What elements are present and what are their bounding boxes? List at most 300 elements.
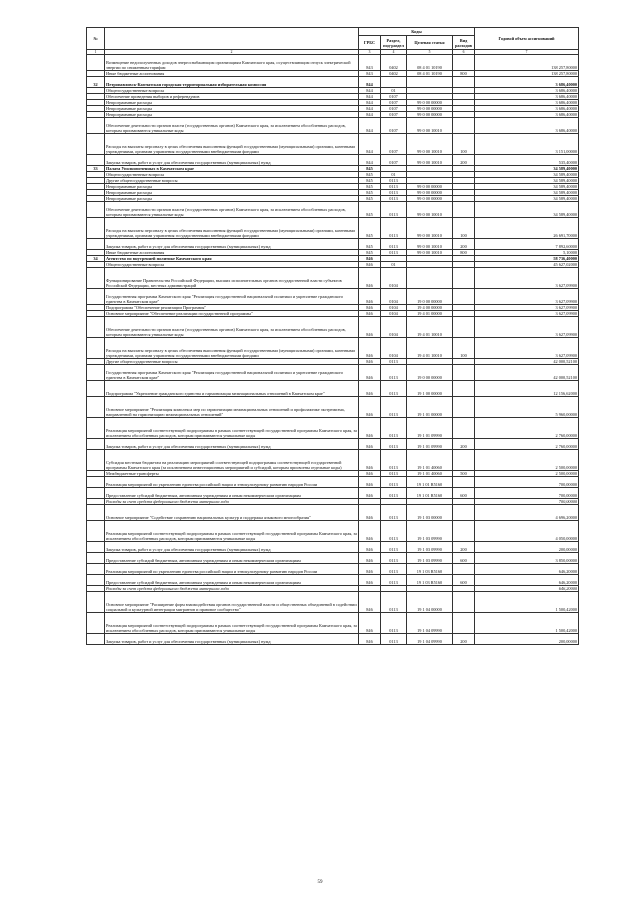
row-section: 0113 bbox=[381, 359, 407, 365]
row-target-article: 99 0 00 10010 bbox=[407, 250, 453, 256]
table-row bbox=[87, 488, 579, 499]
row-section: 0104 bbox=[381, 268, 407, 289]
row-grbs: 846 bbox=[359, 397, 381, 418]
column-number: 7 bbox=[475, 50, 579, 55]
row-amount: 58 736,40000 bbox=[475, 256, 579, 262]
row-target-article: 19 1 01 09990 bbox=[407, 418, 453, 439]
row-section: 0113 bbox=[381, 439, 407, 450]
table-row bbox=[87, 268, 579, 289]
row-target-article: 19 1 03 09990 bbox=[407, 542, 453, 553]
row-expense-type bbox=[453, 202, 475, 218]
row-amount: 2 500,00000 bbox=[475, 471, 579, 477]
row-name: Обеспечение деятельности органов власти (государственных органов) Камчатского края, за исключением обособленных расходов, которым присваиваются уникальные коды bbox=[105, 317, 359, 338]
row-grbs: 846 bbox=[359, 338, 381, 359]
row-amount: 3 850,00000 bbox=[475, 553, 579, 564]
row-expense-type: 200 bbox=[453, 239, 475, 250]
row-number bbox=[87, 634, 105, 645]
row-grbs: 845 bbox=[359, 250, 381, 256]
row-name: Расходы на выплаты персоналу в целях обеспечения выполнения функций государственными (муниципальными) органами, казенными учреждениями, органами управления государственными внебюджетными фондами bbox=[105, 338, 359, 359]
table-row bbox=[87, 381, 579, 397]
row-expense-type: 100 bbox=[453, 218, 475, 239]
row-grbs: 846 bbox=[359, 439, 381, 450]
table-row bbox=[87, 439, 579, 450]
row-number bbox=[87, 155, 105, 166]
row-name: Возмещение недополученных доходов энергоснабжающим организациям Камчатского края, осуществляющим отпуск электрической энергии по сниженным тарифам bbox=[105, 55, 359, 71]
row-section: 01 bbox=[381, 262, 407, 268]
row-amount: 3 686,40000 bbox=[475, 88, 579, 94]
table-row bbox=[87, 613, 579, 634]
row-name: Закупка товаров, работ и услуг для обеспечения государственных (муниципальных) нужд bbox=[105, 155, 359, 166]
row-grbs: 846 bbox=[359, 418, 381, 439]
row-target-article: 99 0 00 10010 bbox=[407, 239, 453, 250]
row-grbs: 844 bbox=[359, 77, 381, 88]
row-number bbox=[87, 365, 105, 381]
row-name: Основное мероприятие "Расширение форм взаимодействия органов государственной власти и общественных объединений в содействии социальной и культурной интеграции мигрантов и правовое сообщество" bbox=[105, 592, 359, 613]
table-row bbox=[87, 289, 579, 305]
row-expense-type bbox=[453, 118, 475, 134]
header-name bbox=[105, 28, 359, 50]
row-section: 0113 bbox=[381, 575, 407, 586]
row-grbs: 846 bbox=[359, 613, 381, 634]
row-grbs: 846 bbox=[359, 256, 381, 262]
row-number bbox=[87, 553, 105, 564]
row-number bbox=[87, 218, 105, 239]
table-row bbox=[87, 118, 579, 134]
row-target-article: 99 0 00 10010 bbox=[407, 155, 453, 166]
row-name: Расходы на выплаты персоналу в целях обеспечения выполнения функций государственными (муниципальными) органами, казенными учреждениями, органами управления государственными внебюджетными фондами bbox=[105, 134, 359, 155]
row-grbs: 846 bbox=[359, 268, 381, 289]
header-codes: Коды bbox=[359, 28, 475, 36]
row-amount: 3 686,40000 bbox=[475, 106, 579, 112]
row-number bbox=[87, 397, 105, 418]
row-amount: 42 000,52100 bbox=[475, 365, 579, 381]
row-name: Непрограммные расходы bbox=[105, 100, 359, 106]
row-name: Реализация мероприятий соответствующей подпрограммы в рамках соответствующей государственной программы Камчатского края, за исключением обособленных расходов, которым присваиваются уникальные коды bbox=[105, 418, 359, 439]
row-amount: 12 156,62000 bbox=[475, 381, 579, 397]
table-row bbox=[87, 521, 579, 542]
row-name: Непрограммные расходы bbox=[105, 196, 359, 202]
row-grbs: 845 bbox=[359, 218, 381, 239]
row-number bbox=[87, 118, 105, 134]
row-number bbox=[87, 439, 105, 450]
row-amount: 34 589,40000 bbox=[475, 196, 579, 202]
row-name: Предоставление субсидий бюджетным, автономным учреждениям и иным некоммерческим организациям bbox=[105, 575, 359, 586]
row-section: 0107 bbox=[381, 106, 407, 112]
row-amount: 3 627,09900 bbox=[475, 311, 579, 317]
row-section: 0113 bbox=[381, 418, 407, 439]
row-section: 0113 bbox=[381, 613, 407, 634]
row-amount: 4 696,20000 bbox=[475, 505, 579, 521]
row-number bbox=[87, 134, 105, 155]
row-section: 0107 bbox=[381, 112, 407, 118]
row-expense-type: 600 bbox=[453, 575, 475, 586]
row-grbs: 845 bbox=[359, 178, 381, 184]
row-target-article: 99 0 00 00000 bbox=[407, 196, 453, 202]
table-row bbox=[87, 450, 579, 471]
table-row bbox=[87, 575, 579, 586]
row-name: Закупка товаров, работ и услуг для обеспечения государственных (муниципальных) нужд bbox=[105, 439, 359, 450]
row-number bbox=[87, 575, 105, 586]
budget-table bbox=[86, 27, 579, 645]
row-number bbox=[87, 450, 105, 471]
row-amount: 3 627,09900 bbox=[475, 317, 579, 338]
table-row bbox=[87, 553, 579, 564]
row-grbs: 844 bbox=[359, 94, 381, 100]
header-annual-sum: Годовой объем ассигнований bbox=[475, 28, 579, 50]
row-grbs: 846 bbox=[359, 505, 381, 521]
row-section: 01 bbox=[381, 172, 407, 178]
row-amount: 646,20000 bbox=[475, 586, 579, 592]
header-expense-type: Вид расходов bbox=[453, 36, 475, 50]
row-target-article: 08 4 01 10190 bbox=[407, 71, 453, 77]
row-name: Реализация мероприятий соответствующей подпрограммы в рамках соответствующей государственной программы Камчатского края, за исключением обособленных расходов, которым присваиваются уникальные коды bbox=[105, 521, 359, 542]
row-name: Петропавловск-Камчатская городская территориальная избирательная комиссия bbox=[105, 77, 359, 88]
row-grbs: 845 bbox=[359, 196, 381, 202]
table-header bbox=[87, 28, 579, 55]
row-section: 0113 bbox=[381, 592, 407, 613]
row-number: 32 bbox=[87, 77, 105, 88]
row-target-article: 19 1 01 00000 bbox=[407, 397, 453, 418]
row-section: 0113 bbox=[381, 488, 407, 499]
row-name: Палата Уполномоченных в Камчатском крае bbox=[105, 166, 359, 172]
row-grbs: 846 bbox=[359, 575, 381, 586]
row-section: 0113 bbox=[381, 542, 407, 553]
page-number: 59 bbox=[317, 880, 323, 885]
row-grbs: 846 bbox=[359, 450, 381, 471]
row-number: 34 bbox=[87, 256, 105, 262]
row-number bbox=[87, 564, 105, 575]
row-target-article: 99 0 00 00000 bbox=[407, 184, 453, 190]
row-expense-type bbox=[453, 317, 475, 338]
row-expense-type: 200 bbox=[453, 439, 475, 450]
row-grbs: 845 bbox=[359, 239, 381, 250]
row-name: Подпрограмма "Обеспечение реализации Программы" bbox=[105, 305, 359, 311]
table-row bbox=[87, 202, 579, 218]
table-row bbox=[87, 338, 579, 359]
row-name: Реализация мероприятий по укреплению единства российской нации и этнокультурному развитию народов России bbox=[105, 564, 359, 575]
row-name: Непрограммные расходы bbox=[105, 184, 359, 190]
row-section: 0107 bbox=[381, 94, 407, 100]
row-section: 0104 bbox=[381, 289, 407, 305]
row-target-article: 99 0 00 10010 bbox=[407, 218, 453, 239]
row-name: Закупка товаров, работ и услуг для обеспечения государственных (муниципальных) нужд bbox=[105, 634, 359, 645]
row-name: Обеспечение деятельности органов власти (государственных органов) Камчатского края, за исключением обособленных расходов, которым присваиваются уникальные коды bbox=[105, 202, 359, 218]
row-section: 0113 bbox=[381, 184, 407, 190]
row-name: Предоставление субсидий бюджетным, автономным учреждениям и иным некоммерческим организациям bbox=[105, 553, 359, 564]
row-target-article bbox=[407, 268, 453, 289]
row-target-article: 99 0 00 00000 bbox=[407, 106, 453, 112]
row-number bbox=[87, 592, 105, 613]
row-section: 0113 bbox=[381, 477, 407, 488]
row-section: 0107 bbox=[381, 155, 407, 166]
row-expense-type: 200 bbox=[453, 542, 475, 553]
row-name: Функционирование Правительства Российской Федерации, высших исполнительных органов государственной власти субъектов Российской Федерации, местных администраций bbox=[105, 268, 359, 289]
row-grbs: 843 bbox=[359, 71, 381, 77]
row-expense-type bbox=[453, 521, 475, 542]
row-number bbox=[87, 202, 105, 218]
row-number bbox=[87, 488, 105, 499]
row-grbs: 845 bbox=[359, 202, 381, 218]
table-row bbox=[87, 397, 579, 418]
row-section: 0104 bbox=[381, 311, 407, 317]
row-grbs: 844 bbox=[359, 112, 381, 118]
row-grbs: 846 bbox=[359, 471, 381, 477]
row-expense-type: 600 bbox=[453, 488, 475, 499]
row-number bbox=[87, 338, 105, 359]
row-section: 0107 bbox=[381, 134, 407, 155]
row-grbs: 846 bbox=[359, 359, 381, 365]
row-expense-type bbox=[453, 268, 475, 289]
table-row bbox=[87, 477, 579, 488]
row-grbs: 844 bbox=[359, 100, 381, 106]
row-number bbox=[87, 613, 105, 634]
row-amount: 138 257,80000 bbox=[475, 55, 579, 71]
table-row bbox=[87, 218, 579, 239]
row-expense-type bbox=[453, 77, 475, 88]
row-section: 0402 bbox=[381, 55, 407, 71]
header-target-article: Целевая статья bbox=[407, 36, 453, 50]
column-number: 5 bbox=[407, 50, 453, 55]
row-grbs: 846 bbox=[359, 521, 381, 542]
row-amount: 3 627,09900 bbox=[475, 268, 579, 289]
row-target-article: 19 4 01 10010 bbox=[407, 317, 453, 338]
row-name: Общегосударственные вопросы bbox=[105, 172, 359, 178]
row-amount: 3 686,40000 bbox=[475, 94, 579, 100]
row-section: 0113 bbox=[381, 471, 407, 477]
row-grbs: 845 bbox=[359, 190, 381, 196]
row-name: Обеспечение деятельности органов власти (государственных органов) Камчатского края, за исключением обособленных расходов, которым присваиваются уникальные коды bbox=[105, 118, 359, 134]
row-number: 33 bbox=[87, 166, 105, 172]
row-amount: 3 686,40000 bbox=[475, 112, 579, 118]
row-name: Другие общегосударственные вопросы bbox=[105, 178, 359, 184]
table-row bbox=[87, 634, 579, 645]
row-target-article: 19 0 00 00000 bbox=[407, 365, 453, 381]
row-amount: 2 760,00000 bbox=[475, 439, 579, 450]
table-row bbox=[87, 155, 579, 166]
row-expense-type: 600 bbox=[453, 553, 475, 564]
row-amount: 3 151,00000 bbox=[475, 134, 579, 155]
row-grbs: 846 bbox=[359, 317, 381, 338]
row-grbs: 844 bbox=[359, 155, 381, 166]
row-name: Основное мероприятие "Содействие сохранению национальных культур и поддержка языкового многообразия" bbox=[105, 505, 359, 521]
row-grbs: 846 bbox=[359, 542, 381, 553]
row-name: Основное мероприятие "Реализация комплекса мер по гармонизации межнациональных отношений и профилактике экстремизма, направленной на гармонизацию межнациональных отношений" bbox=[105, 397, 359, 418]
row-expense-type: 800 bbox=[453, 250, 475, 256]
row-amount: 700,00000 bbox=[475, 488, 579, 499]
row-target-article: 19 1 04 09990 bbox=[407, 634, 453, 645]
row-name: Непрограммные расходы bbox=[105, 112, 359, 118]
row-number bbox=[87, 521, 105, 542]
row-target-article: 99 0 00 10010 bbox=[407, 118, 453, 134]
row-name: Обеспечение проведения выборов и референдумов bbox=[105, 94, 359, 100]
row-name: Иные бюджетные ассигнования bbox=[105, 250, 359, 256]
row-amount: 200,00000 bbox=[475, 634, 579, 645]
row-amount: 200,00000 bbox=[475, 542, 579, 553]
row-name: Другие общегосударственные вопросы bbox=[105, 359, 359, 365]
row-amount: 3 686,40000 bbox=[475, 77, 579, 88]
row-target-article: 19 1 01 09990 bbox=[407, 439, 453, 450]
row-grbs: 846 bbox=[359, 592, 381, 613]
column-number: 2 bbox=[105, 50, 359, 55]
row-section: 0113 bbox=[381, 564, 407, 575]
row-amount: 34 589,40000 bbox=[475, 178, 579, 184]
row-section: 0113 bbox=[381, 178, 407, 184]
table-row bbox=[87, 134, 579, 155]
row-target-article: 19 1 03 R5160 bbox=[407, 564, 453, 575]
row-number bbox=[87, 289, 105, 305]
row-expense-type bbox=[453, 289, 475, 305]
row-expense-type bbox=[453, 381, 475, 397]
row-name: Реализация мероприятий соответствующей подпрограммы в рамках соответствующей государственной программы Камчатского края, за исключением обособленных расходов, которым присваиваются уникальные коды bbox=[105, 613, 359, 634]
row-grbs: 846 bbox=[359, 262, 381, 268]
header-grbs: ГРБС bbox=[359, 36, 381, 50]
row-amount: 5 960,00000 bbox=[475, 397, 579, 418]
table-row bbox=[87, 592, 579, 613]
row-expense-type bbox=[453, 564, 475, 575]
row-amount: 138 257,80000 bbox=[475, 71, 579, 77]
row-name: Основное мероприятие "Обеспечение реализации государственной программы" bbox=[105, 311, 359, 317]
row-target-article: 99 0 00 10010 bbox=[407, 134, 453, 155]
row-amount: 700,00000 bbox=[475, 477, 579, 488]
row-section: 0113 bbox=[381, 553, 407, 564]
row-expense-type: 100 bbox=[453, 338, 475, 359]
row-amount: 26 691,70000 bbox=[475, 218, 579, 239]
row-amount: 5,10000 bbox=[475, 250, 579, 256]
row-number bbox=[87, 239, 105, 250]
row-target-article: 99 0 00 10010 bbox=[407, 202, 453, 218]
row-section: 0104 bbox=[381, 305, 407, 311]
row-number bbox=[87, 542, 105, 553]
row-target-article: 19 4 01 10010 bbox=[407, 338, 453, 359]
row-section: 0113 bbox=[381, 202, 407, 218]
row-grbs: 845 bbox=[359, 184, 381, 190]
row-number bbox=[87, 55, 105, 71]
row-name: Непрограммные расходы bbox=[105, 190, 359, 196]
row-target-article: 19 1 01 R5160 bbox=[407, 477, 453, 488]
row-amount: 34 589,40000 bbox=[475, 166, 579, 172]
row-section: 0113 bbox=[381, 250, 407, 256]
column-number: 3 bbox=[359, 50, 381, 55]
row-section: 0113 bbox=[381, 196, 407, 202]
row-expense-type bbox=[453, 365, 475, 381]
row-amount: 42 000,52100 bbox=[475, 359, 579, 365]
column-number: 1 bbox=[87, 50, 105, 55]
row-grbs: 844 bbox=[359, 106, 381, 112]
row-grbs: 846 bbox=[359, 311, 381, 317]
row-amount: 646,20000 bbox=[475, 564, 579, 575]
row-grbs: 846 bbox=[359, 488, 381, 499]
row-amount: 2 500,00000 bbox=[475, 450, 579, 471]
row-grbs: 846 bbox=[359, 381, 381, 397]
row-expense-type bbox=[453, 397, 475, 418]
row-amount: 1 500,42000 bbox=[475, 613, 579, 634]
row-target-article: 19 1 01 R5160 bbox=[407, 488, 453, 499]
row-target-article: 08 4 01 10190 bbox=[407, 55, 453, 71]
row-target-article: 19 0 00 00000 bbox=[407, 289, 453, 305]
row-target-article: 19 1 00 00000 bbox=[407, 381, 453, 397]
row-expense-type: 100 bbox=[453, 134, 475, 155]
row-grbs: 846 bbox=[359, 634, 381, 645]
row-grbs: 846 bbox=[359, 365, 381, 381]
row-section: 0113 bbox=[381, 239, 407, 250]
row-amount: 34 589,40000 bbox=[475, 190, 579, 196]
header-number: № bbox=[87, 28, 105, 50]
row-amount: 7 892,60000 bbox=[475, 239, 579, 250]
row-expense-type bbox=[453, 450, 475, 471]
row-amount: 3 686,40000 bbox=[475, 100, 579, 106]
row-expense-type: 500 bbox=[453, 471, 475, 477]
row-amount: 3 627,09900 bbox=[475, 338, 579, 359]
row-expense-type bbox=[453, 418, 475, 439]
table-row bbox=[87, 418, 579, 439]
row-grbs: 846 bbox=[359, 553, 381, 564]
row-amount: 2 760,00000 bbox=[475, 418, 579, 439]
row-amount: 34 589,40000 bbox=[475, 184, 579, 190]
row-name: Предоставление субсидий бюджетным, автономным учреждениям и иным некоммерческим организациям bbox=[105, 488, 359, 499]
row-section bbox=[381, 77, 407, 88]
row-name: Расходы за счет средств федерального бюджета материала года bbox=[105, 499, 359, 505]
row-name: Непрограммные расходы bbox=[105, 106, 359, 112]
column-number: 6 bbox=[453, 50, 475, 55]
row-section: 0104 bbox=[381, 317, 407, 338]
table-row bbox=[87, 239, 579, 250]
row-expense-type: 800 bbox=[453, 71, 475, 77]
row-section: 0113 bbox=[381, 397, 407, 418]
row-grbs: 844 bbox=[359, 118, 381, 134]
table-row bbox=[87, 542, 579, 553]
row-name: Закупка товаров, работ и услуг для обеспечения государственных (муниципальных) нужд bbox=[105, 239, 359, 250]
row-expense-type bbox=[453, 505, 475, 521]
row-target-article: 19 1 01 40060 bbox=[407, 471, 453, 477]
row-amount: 4 050,00000 bbox=[475, 521, 579, 542]
row-target-article: 19 1 03 09990 bbox=[407, 553, 453, 564]
row-amount: 1 500,42000 bbox=[475, 592, 579, 613]
row-name: Иные бюджетные ассигнования bbox=[105, 71, 359, 77]
row-target-article: 99 0 00 00000 bbox=[407, 190, 453, 196]
row-expense-type bbox=[453, 477, 475, 488]
row-expense-type: 200 bbox=[453, 155, 475, 166]
row-section: 0107 bbox=[381, 100, 407, 106]
row-target-article: 19 1 03 R5160 bbox=[407, 575, 453, 586]
row-name: Межбюджетные трансферты bbox=[105, 471, 359, 477]
row-number bbox=[87, 505, 105, 521]
row-section: 0113 bbox=[381, 365, 407, 381]
table-body bbox=[87, 55, 579, 645]
row-number bbox=[87, 381, 105, 397]
row-amount: 45 627,02000 bbox=[475, 262, 579, 268]
row-target-article: 19 1 03 09990 bbox=[407, 521, 453, 542]
row-section: 01 bbox=[381, 88, 407, 94]
row-name: Общегосударственные вопросы bbox=[105, 88, 359, 94]
row-amount: 34 589,40000 bbox=[475, 172, 579, 178]
table-row bbox=[87, 55, 579, 71]
row-name: Подпрограмма "Укрепление гражданского единства и гармонизация межнациональных отношений в Камчатском крае" bbox=[105, 381, 359, 397]
row-amount: 646,20000 bbox=[475, 575, 579, 586]
row-expense-type: 200 bbox=[453, 634, 475, 645]
row-name: Реализация мероприятий по укреплению единства российской нации и этнокультурному развитию народов России bbox=[105, 477, 359, 488]
row-grbs: 846 bbox=[359, 289, 381, 305]
row-target-article: 99 0 00 00000 bbox=[407, 100, 453, 106]
row-grbs: 845 bbox=[359, 166, 381, 172]
row-name: Расходы за счет средств федерального бюджета материала года bbox=[105, 586, 359, 592]
row-amount: 535,40000 bbox=[475, 155, 579, 166]
row-target-article: 19 4 01 00000 bbox=[407, 311, 453, 317]
row-target-article bbox=[407, 77, 453, 88]
row-name: Общегосударственные вопросы bbox=[105, 262, 359, 268]
row-section: 0107 bbox=[381, 118, 407, 134]
row-amount: 3 627,09900 bbox=[475, 289, 579, 305]
row-number bbox=[87, 268, 105, 289]
